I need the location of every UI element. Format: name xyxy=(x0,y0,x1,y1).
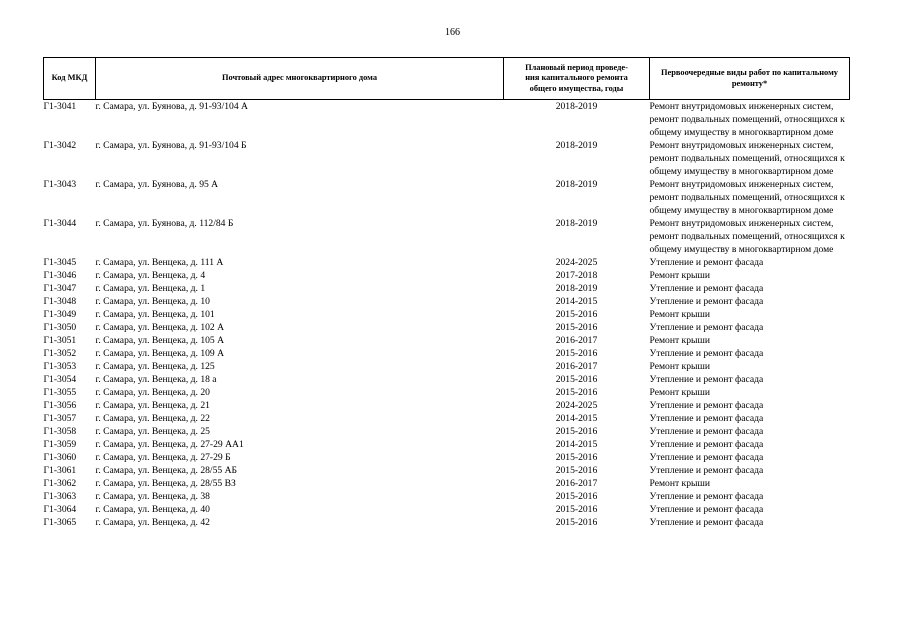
priority-works-line: Утепление и ремонт фасада xyxy=(649,374,764,385)
postal-address: г. Самара, ул. Венцека, д. 27-29 Б xyxy=(95,452,231,463)
priority-works-line: Утепление и ремонт фасада xyxy=(649,400,764,411)
planned-period: 2015-2016 xyxy=(555,517,598,528)
table-body xyxy=(44,100,850,530)
table-row xyxy=(44,399,850,412)
planned-period: 2018-2019 xyxy=(555,218,598,229)
priority-works-line: Утепление и ремонт фасада xyxy=(649,413,764,424)
priority-works-line: Ремонт внутридомовых инженерных систем, xyxy=(649,179,834,190)
priority-works xyxy=(650,269,850,282)
mkd-code: Г1-3062 xyxy=(43,478,77,489)
mkd-code: Г1-3049 xyxy=(43,309,77,320)
mkd-code: Г1-3050 xyxy=(43,322,77,333)
priority-works-line: Утепление и ремонт фасада xyxy=(649,452,764,463)
priority-works xyxy=(650,360,850,373)
planned-period: 2014-2015 xyxy=(555,439,598,450)
table-row xyxy=(44,217,850,256)
priority-works xyxy=(650,373,850,386)
postal-address: г. Самара, ул. Венцека, д. 27-29 АА1 xyxy=(95,439,244,450)
mkd-code: Г1-3046 xyxy=(43,270,77,281)
table-row xyxy=(44,438,850,451)
postal-address: г. Самара, ул. Венцека, д. 1 xyxy=(95,283,206,294)
header-period-line: Плановый период проведе- xyxy=(525,62,628,72)
mkd-code: Г1-3059 xyxy=(43,439,77,450)
postal-address: г. Самара, ул. Буянова, д. 112/84 Б xyxy=(95,218,234,229)
mkd-code: Г1-3063 xyxy=(43,491,77,502)
priority-works xyxy=(650,308,850,321)
mkd-code: Г1-3054 xyxy=(43,374,77,385)
mkd-code: Г1-3064 xyxy=(43,504,77,515)
priority-works-line: Ремонт крыши xyxy=(649,361,710,372)
postal-address: г. Самара, ул. Венцека, д. 38 xyxy=(95,491,210,502)
priority-works xyxy=(650,321,850,334)
mkd-code: Г1-3042 xyxy=(43,140,77,151)
planned-period: 2016-2017 xyxy=(555,361,598,372)
priority-works xyxy=(650,425,850,438)
priority-works xyxy=(650,282,850,295)
postal-address: г. Самара, ул. Венцека, д. 42 xyxy=(95,517,210,528)
priority-works-line: Утепление и ремонт фасада xyxy=(649,504,764,515)
priority-works-line: Ремонт внутридомовых инженерных систем, xyxy=(649,140,834,151)
priority-works-line: Утепление и ремонт фасада xyxy=(649,517,764,528)
mkd-code: Г1-3065 xyxy=(43,517,77,528)
table-row xyxy=(44,308,850,321)
mkd-code: Г1-3043 xyxy=(43,179,77,190)
table-row xyxy=(44,334,850,347)
priority-works-line: ремонт подвальных помещений, относящихся к xyxy=(649,153,845,164)
priority-works xyxy=(650,503,850,516)
mkd-code: Г1-3056 xyxy=(43,400,77,411)
header-address: Почтовый адрес многоквартирного дома xyxy=(96,58,504,100)
planned-period: 2015-2016 xyxy=(555,309,598,320)
mkd-code: Г1-3047 xyxy=(43,283,77,294)
postal-address: г. Самара, ул. Буянова, д. 95 А xyxy=(95,179,219,190)
planned-period: 2015-2016 xyxy=(555,348,598,359)
table-row xyxy=(44,503,850,516)
priority-works-line: Утепление и ремонт фасада xyxy=(649,257,764,268)
priority-works xyxy=(650,464,850,477)
postal-address: г. Самара, ул. Венцека, д. 28/55 ВЗ xyxy=(95,478,236,489)
mkd-code: Г1-3051 xyxy=(43,335,77,346)
table-header xyxy=(44,58,850,100)
postal-address: г. Самара, ул. Венцека, д. 21 xyxy=(95,400,210,411)
priority-works xyxy=(650,334,850,347)
table-row xyxy=(44,412,850,425)
header-period xyxy=(504,58,650,100)
mkd-code: Г1-3058 xyxy=(43,426,77,437)
postal-address: г. Самара, ул. Венцека, д. 125 xyxy=(95,361,215,372)
priority-works-line: общему имуществу в многоквартирном доме xyxy=(649,205,834,216)
planned-period: 2014-2015 xyxy=(555,413,598,424)
mkd-code: Г1-3057 xyxy=(43,413,77,424)
planned-period: 2015-2016 xyxy=(555,504,598,515)
table-row xyxy=(44,347,850,360)
priority-works xyxy=(650,139,850,178)
table-row xyxy=(44,490,850,503)
priority-works-line: Ремонт крыши xyxy=(649,270,710,281)
priority-works xyxy=(650,399,850,412)
priority-works xyxy=(650,438,850,451)
planned-period: 2015-2016 xyxy=(555,491,598,502)
planned-period: 2017-2018 xyxy=(555,270,598,281)
priority-works-line: Ремонт крыши xyxy=(649,309,710,320)
priority-works-line: Утепление и ремонт фасада xyxy=(649,491,764,502)
table-row xyxy=(44,477,850,490)
mkd-code: Г1-3055 xyxy=(43,387,77,398)
planned-period: 2015-2016 xyxy=(555,322,598,333)
priority-works xyxy=(650,295,850,308)
table-row xyxy=(44,178,850,217)
table-row xyxy=(44,256,850,269)
table-row xyxy=(44,139,850,178)
mkd-code: Г1-3045 xyxy=(43,257,77,268)
planned-period: 2018-2019 xyxy=(555,140,598,151)
planned-period: 2018-2019 xyxy=(555,283,598,294)
priority-works xyxy=(650,477,850,490)
priority-works xyxy=(650,412,850,425)
header-works xyxy=(650,58,850,100)
priority-works-line: Ремонт крыши xyxy=(649,478,710,489)
postal-address: г. Самара, ул. Венцека, д. 40 xyxy=(95,504,210,515)
table-row xyxy=(44,282,850,295)
table-row xyxy=(44,464,850,477)
priority-works-line: Утепление и ремонт фасада xyxy=(649,465,764,476)
priority-works-line: общему имуществу в многоквартирном доме xyxy=(649,166,834,177)
planned-period: 2015-2016 xyxy=(555,426,598,437)
postal-address: г. Самара, ул. Венцека, д. 28/55 АБ xyxy=(95,465,238,476)
planned-period: 2015-2016 xyxy=(555,465,598,476)
priority-works xyxy=(650,386,850,399)
priority-works-line: Утепление и ремонт фасада xyxy=(649,439,764,450)
priority-works xyxy=(650,100,850,140)
priority-works-line: Утепление и ремонт фасада xyxy=(649,283,764,294)
table-row xyxy=(44,321,850,334)
header-period-line: ния капитального ремонта xyxy=(525,73,628,83)
postal-address: г. Самара, ул. Венцека, д. 18 а xyxy=(95,374,217,385)
table-row xyxy=(44,451,850,464)
table-row xyxy=(44,269,850,282)
table-row xyxy=(44,373,850,386)
priority-works-line: Утепление и ремонт фасада xyxy=(649,296,764,307)
mkd-code: Г1-3044 xyxy=(43,218,77,229)
postal-address: г. Самара, ул. Венцека, д. 111 А xyxy=(95,257,224,268)
postal-address: г. Самара, ул. Венцека, д. 22 xyxy=(95,413,210,424)
postal-address: г. Самара, ул. Венцека, д. 102 А xyxy=(95,322,225,333)
table-row xyxy=(44,386,850,399)
mkd-code: Г1-3053 xyxy=(43,361,77,372)
planned-period: 2016-2017 xyxy=(555,478,598,489)
postal-address: г. Самара, ул. Венцека, д. 105 А xyxy=(95,335,225,346)
priority-works-line: Утепление и ремонт фасада xyxy=(649,426,764,437)
mkd-code: Г1-3060 xyxy=(43,452,77,463)
header-works-line: Первоочередные виды работ по капитальному xyxy=(661,68,838,78)
table-row xyxy=(44,360,850,373)
priority-works xyxy=(650,217,850,256)
planned-period: 2018-2019 xyxy=(555,101,598,112)
page-number: 166 xyxy=(445,27,460,38)
table-row xyxy=(44,295,850,308)
priority-works-line: Утепление и ремонт фасада xyxy=(649,348,764,359)
priority-works xyxy=(650,516,850,529)
priority-works-line: ремонт подвальных помещений, относящихся к xyxy=(649,192,845,203)
priority-works xyxy=(650,451,850,464)
mkd-code: Г1-3041 xyxy=(43,101,77,112)
table-row xyxy=(44,425,850,438)
planned-period: 2016-2017 xyxy=(555,335,598,346)
priority-works-line: общему имуществу в многоквартирном доме xyxy=(649,244,834,255)
table-row xyxy=(44,516,850,529)
mkd-code: Г1-3052 xyxy=(43,348,77,359)
priority-works-line: ремонт подвальных помещений, относящихся к xyxy=(649,231,845,242)
header-works-line: ремонту* xyxy=(731,78,768,88)
planned-period: 2024-2025 xyxy=(555,257,598,268)
priority-works-line: ремонт подвальных помещений, относящихся к xyxy=(649,114,845,125)
planned-period: 2018-2019 xyxy=(555,179,598,190)
priority-works xyxy=(650,490,850,503)
planned-period: 2014-2015 xyxy=(555,296,598,307)
mkd-code: Г1-3048 xyxy=(43,296,77,307)
postal-address: г. Самара, ул. Венцека, д. 20 xyxy=(95,387,210,398)
postal-address: г. Самара, ул. Венцека, д. 4 xyxy=(95,270,206,281)
planned-period: 2015-2016 xyxy=(555,452,598,463)
postal-address: г. Самара, ул. Венцека, д. 10 xyxy=(95,296,210,307)
repair-schedule-table xyxy=(43,57,850,529)
postal-address: г. Самара, ул. Венцека, д. 25 xyxy=(95,426,210,437)
planned-period: 2024-2025 xyxy=(555,400,598,411)
header-period-line: общего имущества, годы xyxy=(529,83,624,93)
priority-works xyxy=(650,256,850,269)
postal-address: г. Самара, ул. Венцека, д. 109 А xyxy=(95,348,225,359)
postal-address: г. Самара, ул. Буянова, д. 91-93/104 А xyxy=(95,101,248,112)
priority-works-line: Ремонт крыши xyxy=(649,387,710,398)
priority-works-line: общему имуществу в многоквартирном доме xyxy=(649,127,834,138)
postal-address: г. Самара, ул. Буянова, д. 91-93/104 Б xyxy=(95,140,247,151)
header-code: Код МКД xyxy=(44,58,96,100)
table-row xyxy=(44,100,850,140)
postal-address: г. Самара, ул. Венцека, д. 101 xyxy=(95,309,215,320)
priority-works-line: Утепление и ремонт фасада xyxy=(649,322,764,333)
priority-works xyxy=(650,178,850,217)
priority-works-line: Ремонт внутридомовых инженерных систем, xyxy=(649,218,834,229)
priority-works xyxy=(650,347,850,360)
planned-period: 2015-2016 xyxy=(555,374,598,385)
planned-period: 2015-2016 xyxy=(555,387,598,398)
mkd-code: Г1-3061 xyxy=(43,465,77,476)
priority-works-line: Ремонт крыши xyxy=(649,335,710,346)
priority-works-line: Ремонт внутридомовых инженерных систем, xyxy=(649,101,834,112)
